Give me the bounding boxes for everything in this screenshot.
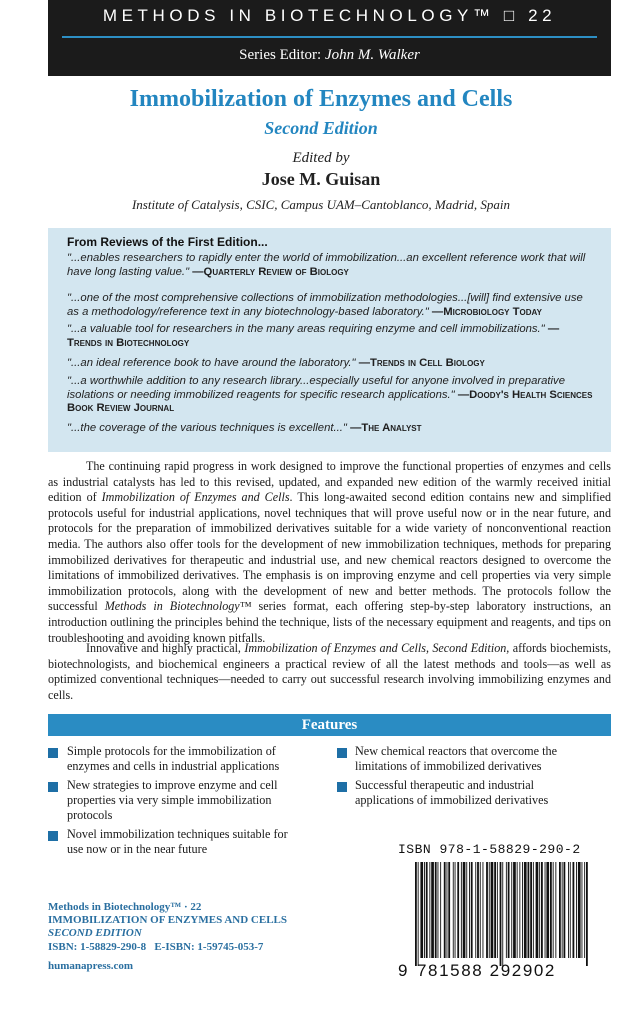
reviews-heading: From Reviews of the First Edition... [67,235,268,249]
barcode-bar [424,862,425,958]
barcode-bar [570,862,571,958]
description-paragraph-2 [48,641,611,703]
barcode-bar [426,862,428,958]
review-quote [67,292,597,319]
feature-item: Novel immobilization techniques suitable for use now or in the near future [67,827,288,856]
barcode-bar [508,862,510,958]
barcode-bar [440,862,441,958]
square-bullet-icon [337,748,347,758]
feature-item: Successful therapeutic and industrial applications of immobilized derivatives [355,778,549,807]
barcode-bar [553,862,554,958]
barcode-bar [528,862,530,958]
book-editor: Jose M. Guisan [261,169,381,189]
review-source: —Trends in Cell Biology [358,357,485,369]
footer-isbn: ISBN: 1-58829-290-8 E-ISBN: 1-59745-053-7 [48,941,264,953]
book-edition: Second Edition [264,118,378,138]
footer-series: Methods in Biotechnology™ · 22 [48,901,202,913]
barcode-bar [453,862,454,958]
review-text: "...the coverage of the various techniques is excellent..." [67,422,351,434]
barcode-bar [444,862,446,958]
review-quote [67,357,597,371]
barcode-bar [418,862,419,966]
review-quote [67,375,597,416]
barcode-bar [500,862,502,966]
barcode-bar [541,862,543,958]
desc-text: The continuing rapid progress in work designed to improve the functional properties of enzymes and cells as industrial catalysts has led to this revised, updated, and expanded new edition of the warmly received initial edition of [48,459,611,505]
barcode-bar [420,862,423,958]
barcode-bar [573,862,575,958]
feature-item: Simple protocols for the immobilization of enzymes and cells in industrial applications [67,744,280,773]
barcode-bar [568,862,569,958]
desc-series-name: Methods in Biotechnology™ [104,599,252,614]
review-source: — Trends in Biotechnology [67,323,560,349]
barcode-bar [545,862,546,958]
square-bullet-icon [48,782,58,792]
desc-book-title: Immobilization of Enzymes and Cells, Second Edition, [244,641,510,655]
barcode-bar [435,862,437,958]
review-source: —Microbiology Today [431,305,542,318]
features-heading: Features [48,714,611,736]
barcode-bar [489,862,490,958]
barcode-bar [536,862,539,958]
barcode-bar [522,862,523,958]
description-paragraph-1 [48,459,611,646]
barcode-bar [447,862,448,958]
barcode-bar [486,862,488,958]
series-name: METHODS IN BIOTECHNOLOGY™ □ 22 [102,6,557,25]
square-bullet-icon [48,748,58,758]
barcode-digits: 781588 292902 [417,961,556,980]
series-editor [48,47,611,64]
review-source: —Doody's Health Sciences Book Review Journal [67,388,593,414]
barcode-bar [584,862,585,958]
barcode-bar [466,862,467,958]
barcode-bar [494,862,496,958]
header-divider [62,36,597,38]
barcode-bar [455,862,456,958]
barcode-bar [564,862,566,958]
review-quote [67,323,597,350]
barcode-bar [448,862,450,958]
barcode-bar [578,862,581,958]
barcode-bar [438,862,439,958]
barcode-bar [415,862,417,966]
barcode-bar [483,862,484,958]
barcode-bar [546,862,549,958]
barcode-bar [471,862,473,958]
review-text: "...enables researchers to rapidly enter the world of immobilization...an excellent reference work that will have long lasting value." [67,252,586,278]
review-source: —The Analyst [350,422,422,434]
series-editor-name: John M. Walker [324,47,420,63]
barcode-bar [513,862,516,958]
barcode-bar [559,862,561,958]
desc-text: Innovative and highly practical, [86,641,245,655]
barcode-bar [480,862,481,958]
barcode [415,862,591,966]
footer-website[interactable]: humanapress.com [48,960,134,972]
barcode-bar [562,862,563,958]
desc-text: series format, each offering step-by-step laboratory instructions, an introduction outlining the principles behind the technique, lists of the necessary equipment and reagents, and tips on troubleshooting and avoiding known pitfalls. [48,599,611,645]
barcode-bar [506,862,507,958]
book-title: Immobilization of Enzymes and Cells [129,86,513,112]
isbn-barcode-label: ISBN 978-1-58829-290-2 [398,842,581,857]
barcode-bar [576,862,577,958]
review-quote [67,252,597,279]
review-text: "...an ideal reference book to have around the laboratory." [67,357,359,369]
desc-text: . This long-awaited second edition contains new and simplified protocols useful for industrial applications, novel techniques that will prove useful now or in the near future, and protocols for the preparation of immobilized derivatives suitable for a wide variety of nonconventional reaction media. The authors also offer tools for the development of new immobilization techniques, methods for preparing immobilized derivatives for therapeutic and industrial use, and new chemical reactors designed to overcome the limitations of immobilized derivatives. The emphasis is on improving enzyme and cell properties via very simple immobilization protocols, along with the development of new and better methods. The protocols follow the successful [48,490,611,614]
barcode-bar [461,862,462,958]
barcode-bar [463,862,466,958]
edited-by-label: Edited by [292,150,350,166]
feature-item: New chemical reactors that overcome the limitations of immobilized derivatives [355,744,558,773]
barcode-bar [530,862,532,958]
barcode-bar [511,862,512,958]
barcode-bar [502,862,503,966]
review-text: "...one of the most comprehensive collections of immobilization methodologies...[will] find extensive use as a methodology/reference text in any biotechnology-based laboratory." [67,292,583,318]
barcode-bar [517,862,518,958]
review-source: —Quarterly Review of Biology [192,265,349,278]
review-text: "...a valuable tool for researchers in the many areas requiring enzyme and cell immobilizations." [67,323,548,335]
barcode-bar [519,862,520,958]
series-editor-label: Series Editor: [239,47,322,63]
barcode-bar [582,862,583,958]
editor-affiliation: Institute of Catalysis, CSIC, Campus UAM–Cantoblanco, Madrid, Spain [131,197,511,212]
footer-title: IMMOBILIZATION OF ENZYMES AND CELLS [48,914,287,926]
review-text: "...a worthwhile addition to any research library...especially useful for anyone involved in preparative isolations or needing immobilized reagents for specific research applications." [67,375,565,401]
barcode-bar [533,862,534,958]
square-bullet-icon [48,831,58,841]
barcode-bar [491,862,494,958]
barcode-bar [457,862,459,958]
square-bullet-icon [337,782,347,792]
desc-book-title: Immobilization of Enzymes and Cells [101,490,290,505]
barcode-bar [539,862,540,958]
barcode-lead-digit: 9 [398,961,408,980]
barcode-bar [431,862,434,958]
barcode-bar [555,862,556,958]
barcode-bar [475,862,476,958]
barcode-bar [477,862,479,958]
barcode-bar [429,862,430,958]
footer-edition: SECOND EDITION [48,927,142,939]
feature-item: New strategies to improve enzyme and cell properties via very simple immobilization protocols [67,778,278,822]
barcode-bar [586,862,588,966]
barcode-bar [550,862,552,958]
barcode-bar [469,862,470,958]
barcode-bar [497,862,498,958]
desc-text: affords biochemists, biotechnologists, and biochemical engineers a practical review of all the latest methods and tools—as well as optimized conventional techniques—needed to carry out successful research involving immobilizing enzymes and cells. [48,641,611,702]
barcode-bar [524,862,527,958]
review-quote [67,422,597,436]
